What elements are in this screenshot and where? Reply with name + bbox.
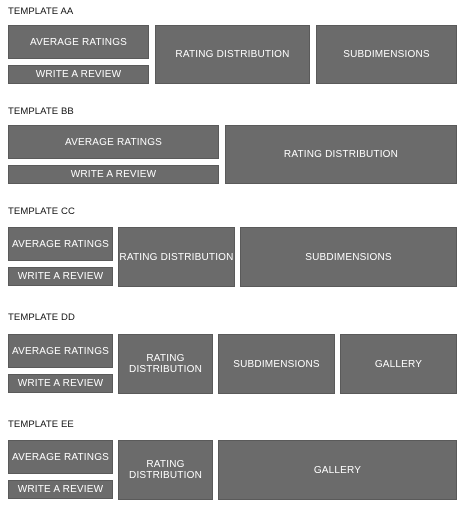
template-aa-subdimensions: SUBDIMENSIONS <box>316 25 457 84</box>
template-cc-rating-distribution: RATING DISTRIBUTION <box>118 227 235 287</box>
template-aa-rating-distribution: RATING DISTRIBUTION <box>155 25 310 84</box>
template-dd-label: TEMPLATE DD <box>8 312 75 323</box>
template-cc-label: TEMPLATE CC <box>8 206 75 217</box>
template-dd-rating-distribution: RATING DISTRIBUTION <box>118 334 213 394</box>
template-cc-write-review-button[interactable]: WRITE A REVIEW <box>8 267 113 286</box>
template-dd-average-ratings: AVERAGE RATINGS <box>8 334 113 368</box>
template-ee-write-review-button[interactable]: WRITE A REVIEW <box>8 480 113 499</box>
template-ee-label: TEMPLATE EE <box>8 419 74 430</box>
template-bb-average-ratings: AVERAGE RATINGS <box>8 125 219 159</box>
template-bb-label: TEMPLATE BB <box>8 106 74 117</box>
template-ee-average-ratings: AVERAGE RATINGS <box>8 440 113 474</box>
template-aa-write-review-button[interactable]: WRITE A REVIEW <box>8 65 149 84</box>
template-bb-write-review-button[interactable]: WRITE A REVIEW <box>8 165 219 184</box>
template-aa-label: TEMPLATE AA <box>8 6 74 17</box>
template-dd-gallery: GALLERY <box>340 334 457 394</box>
template-cc-average-ratings: AVERAGE RATINGS <box>8 227 113 261</box>
template-aa-average-ratings: AVERAGE RATINGS <box>8 25 149 59</box>
template-ee-gallery: GALLERY <box>218 440 457 500</box>
template-dd-subdimensions: SUBDIMENSIONS <box>218 334 335 394</box>
template-cc-subdimensions: SUBDIMENSIONS <box>240 227 457 287</box>
template-bb-rating-distribution: RATING DISTRIBUTION <box>225 125 457 184</box>
template-ee-rating-distribution: RATING DISTRIBUTION <box>118 440 213 500</box>
template-dd-write-review-button[interactable]: WRITE A REVIEW <box>8 374 113 393</box>
